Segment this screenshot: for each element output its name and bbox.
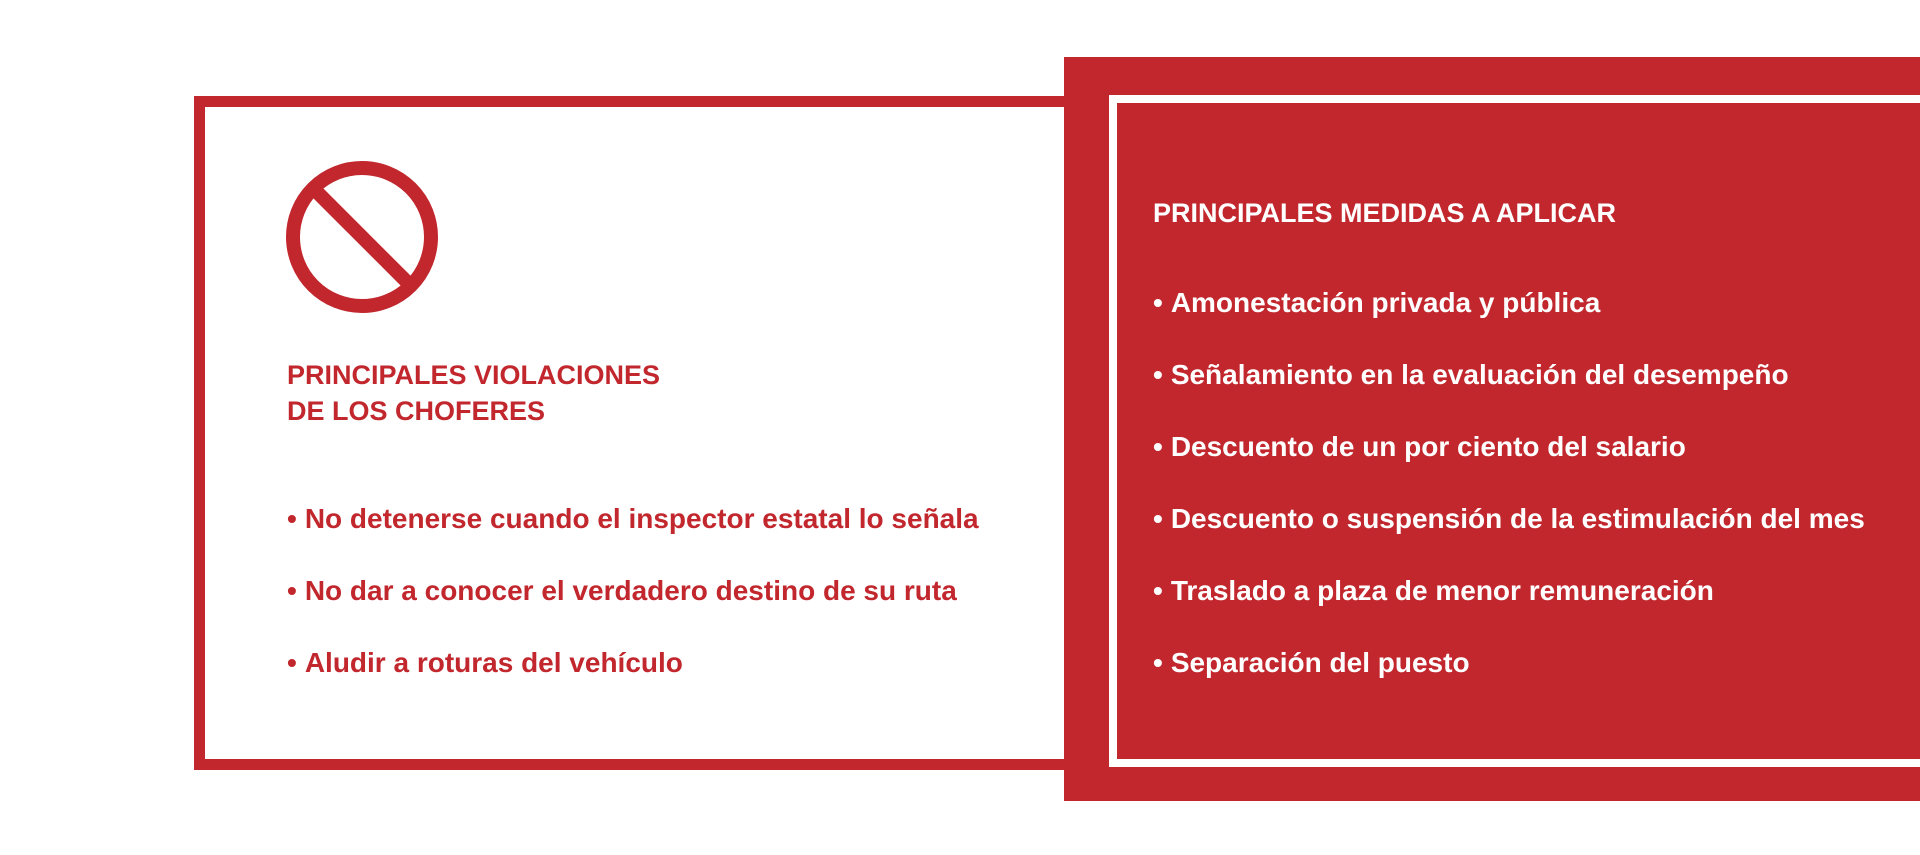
violation-text: Aludir a roturas del vehículo	[304, 647, 683, 678]
violation-text: No detenerse cuando el inspector estatal lo señala	[304, 503, 979, 534]
list-item	[1153, 357, 1865, 429]
bullet: •	[1153, 359, 1163, 390]
list-item	[287, 501, 979, 573]
violations-title-line-2: DE LOS CHOFERES	[287, 396, 546, 426]
bullet: •	[1153, 431, 1163, 462]
list-item	[287, 573, 979, 645]
measure-text: Traslado a plaza de menor remuneración	[1170, 575, 1714, 606]
violation-text: No dar a conocer el verdadero destino de su ruta	[304, 575, 957, 606]
bullet: •	[287, 575, 297, 606]
measure-text: Amonestación privada y pública	[1170, 287, 1601, 318]
bullet: •	[287, 647, 297, 678]
bullet: •	[1153, 503, 1163, 534]
violations-list	[287, 501, 979, 717]
violations-panel	[194, 96, 1094, 770]
list-item	[287, 645, 979, 717]
measures-list	[1153, 285, 1865, 717]
bullet: •	[287, 503, 297, 534]
violations-title	[287, 357, 660, 429]
list-item	[1153, 501, 1865, 573]
bullet: •	[1153, 287, 1163, 318]
bullet: •	[1153, 575, 1163, 606]
measure-text: Señalamiento en la evaluación del desempeño	[1170, 359, 1789, 390]
measure-text: Descuento de un por ciento del salario	[1170, 431, 1686, 462]
measure-text: Separación del puesto	[1170, 647, 1470, 678]
measure-text: Descuento o suspensión de la estimulación del mes	[1170, 503, 1865, 534]
violations-title-line-1: PRINCIPALES VIOLACIONES	[287, 360, 661, 390]
list-item	[1153, 573, 1865, 645]
bullet: •	[1153, 647, 1163, 678]
list-item	[1153, 429, 1865, 501]
measures-panel	[1064, 57, 1920, 801]
list-item	[1153, 645, 1865, 717]
measures-inner-frame	[1109, 95, 1920, 767]
prohibition-icon	[285, 160, 439, 314]
measures-title: PRINCIPALES MEDIDAS A APLICAR	[1153, 198, 1617, 228]
list-item	[1153, 285, 1865, 357]
